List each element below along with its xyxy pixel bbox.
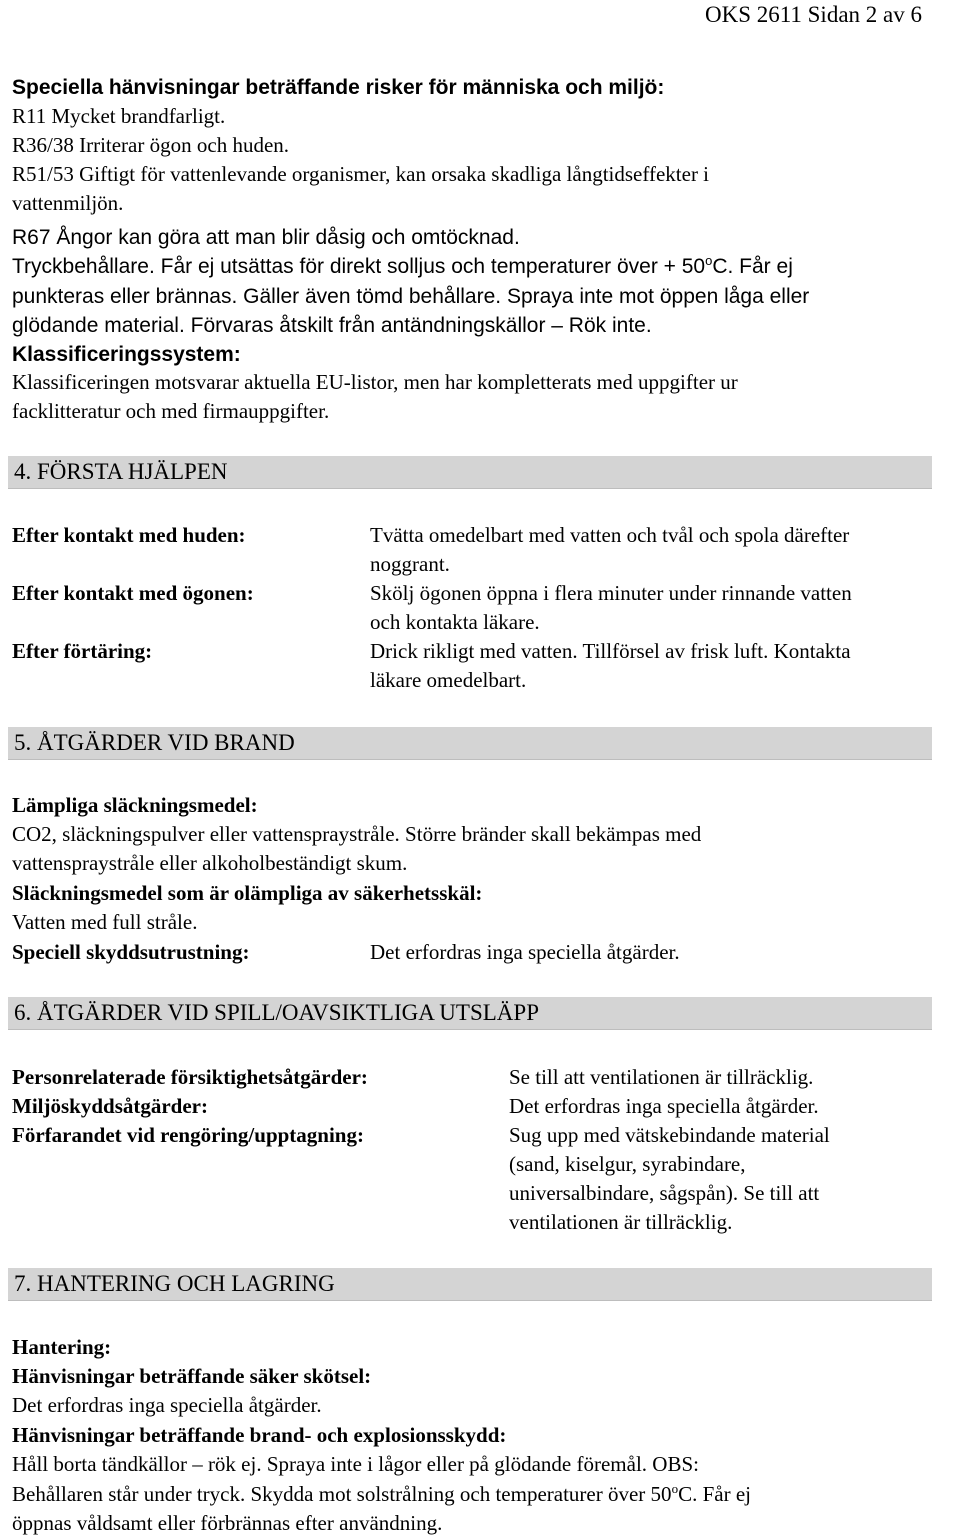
pressure-warning-line3: glödande material. Förvaras åtskilt från antändningskällor – Rök inte. (12, 314, 652, 337)
pressure-warning-line2: punkteras eller brännas. Gäller även tömd behållare. Spraya inte mot öppen låga eller (12, 285, 810, 308)
pressure-warning-line1: Tryckbehållare. Får ej utsättas för direkt solljus och temperaturer över + $50^oC$. Får ej (12, 253, 793, 278)
unsuitable-extinguishing-label: Släckningsmedel som är olämpliga av säkerhetsskäl: (12, 881, 483, 905)
first-aid-ingestion-label: Efter förtäring: (12, 639, 153, 663)
first-aid-eyes-text-line1: Skölj ögonen öppna i flera minuter under rinnande vatten (370, 581, 852, 605)
first-aid-ingestion-text-line1: Drick rikligt med vatten. Tillförsel av frisk luft. Kontakta (370, 639, 851, 663)
section-4-title: 4. FÖRSTA HJÄLPEN (14, 459, 228, 484)
risk-r51-line1: R51/53 Giftigt för vattenlevande organismer, kan orsaka skadliga långtidseffekter i (12, 162, 710, 186)
protective-equipment-text: Det erfordras inga speciella åtgärder. (370, 940, 680, 964)
risks-heading: Speciella hänvisningar beträffande risker för människa och miljö: (12, 76, 665, 99)
classification-text-line2: facklitteratur och med firmauppgifter. (12, 399, 330, 423)
classification-text-line1: Klassificeringen motsvarar aktuella EU-listor, men har kompletterats med uppgifter ur (12, 370, 738, 394)
personal-precautions-text: Se till att ventilationen är tillräcklig. (509, 1065, 814, 1089)
section-4-bar (8, 456, 932, 489)
page-header (705, 0, 922, 30)
risk-r51-line2: vattenmiljön. (12, 191, 124, 215)
suitable-extinguishing-line1: CO2, släckningspulver eller vattenspraystråle. Större bränder skall bekämpas med (12, 822, 702, 846)
fire-protection-line1: Håll borta tändkällor – rök ej. Spraya inte i lågor eller på glödande föremål. OBS: (12, 1452, 699, 1476)
section-7-title: 7. HANTERING OCH LAGRING (14, 1271, 335, 1296)
cleanup-method-line4: ventilationen är tillräcklig. (509, 1210, 733, 1234)
cleanup-method-line2: (sand, kiselgur, syrabindare, (509, 1152, 746, 1176)
fire-protection-line3: öppnas våldsamt eller förbrännas efter användning. (12, 1511, 443, 1535)
unsuitable-extinguishing-text: Vatten med full stråle. (12, 910, 198, 934)
risk-r36: R36/38 Irriterar ögon och huden. (12, 133, 290, 157)
first-aid-skin-label: Efter kontakt med huden: (12, 523, 246, 547)
page-number-label: OKS 2611 Sidan 2 av 6 (704, 2, 922, 27)
suitable-extinguishing-line2: vattenspraystråle eller alkoholbeständigt skum. (12, 851, 408, 875)
environmental-precautions-label: Miljöskyddsåtgärder: (12, 1094, 208, 1118)
first-aid-eyes-text-line2: och kontakta läkare. (370, 610, 540, 634)
suitable-extinguishing-label: Lämpliga släckningsmedel: (12, 793, 258, 817)
cleanup-method-line3: universalbindare, sågspån). Se till att (509, 1181, 820, 1205)
section-6-bar (8, 997, 932, 1030)
handling-label: Hantering: (12, 1335, 112, 1359)
section-6-title: 6. ÅTGÄRDER VID SPILL/OAVSIKTLIGA UTSLÄPP (14, 1000, 539, 1025)
cleanup-method-label: Förfarandet vid rengöring/upptagning: (12, 1123, 364, 1147)
risk-r11: R11 Mycket brandfarligt. (12, 104, 226, 128)
safe-handling-label: Hänvisningar beträffande säker skötsel: (12, 1364, 372, 1388)
environmental-precautions-text: Det erfordras inga speciella åtgärder. (509, 1094, 819, 1118)
personal-precautions-label: Personrelaterade försiktighetsåtgärder: (12, 1065, 368, 1089)
risk-r67: R67 Ångor kan göra att man blir dåsig och omtöcknad. (12, 226, 520, 249)
section-5-title: 5. ÅTGÄRDER VID BRAND (14, 730, 295, 755)
fire-protection-label: Hänvisningar beträffande brand- och explosionsskydd: (12, 1423, 507, 1447)
section-7-bar (8, 1268, 932, 1301)
fire-protection-line2: Behållaren står under tryck. Skydda mot solstrålning och temperaturer över 50$^o$C. Får ej (12, 1481, 751, 1506)
safe-handling-text: Det erfordras inga speciella åtgärder. (12, 1393, 322, 1417)
first-aid-skin-text-line1: Tvätta omedelbart med vatten och tvål och spola därefter (370, 523, 850, 547)
protective-equipment-label: Speciell skyddsutrustning: (12, 940, 250, 964)
cleanup-method-line1: Sug upp med vätskebindande material (509, 1123, 830, 1147)
classification-heading: Klassificeringssystem: (12, 343, 241, 366)
section-5-bar (8, 727, 932, 760)
first-aid-skin-text-line2: noggrant. (370, 552, 450, 576)
first-aid-ingestion-text-line2: läkare omedelbart. (370, 668, 527, 692)
first-aid-eyes-label: Efter kontakt med ögonen: (12, 581, 254, 605)
